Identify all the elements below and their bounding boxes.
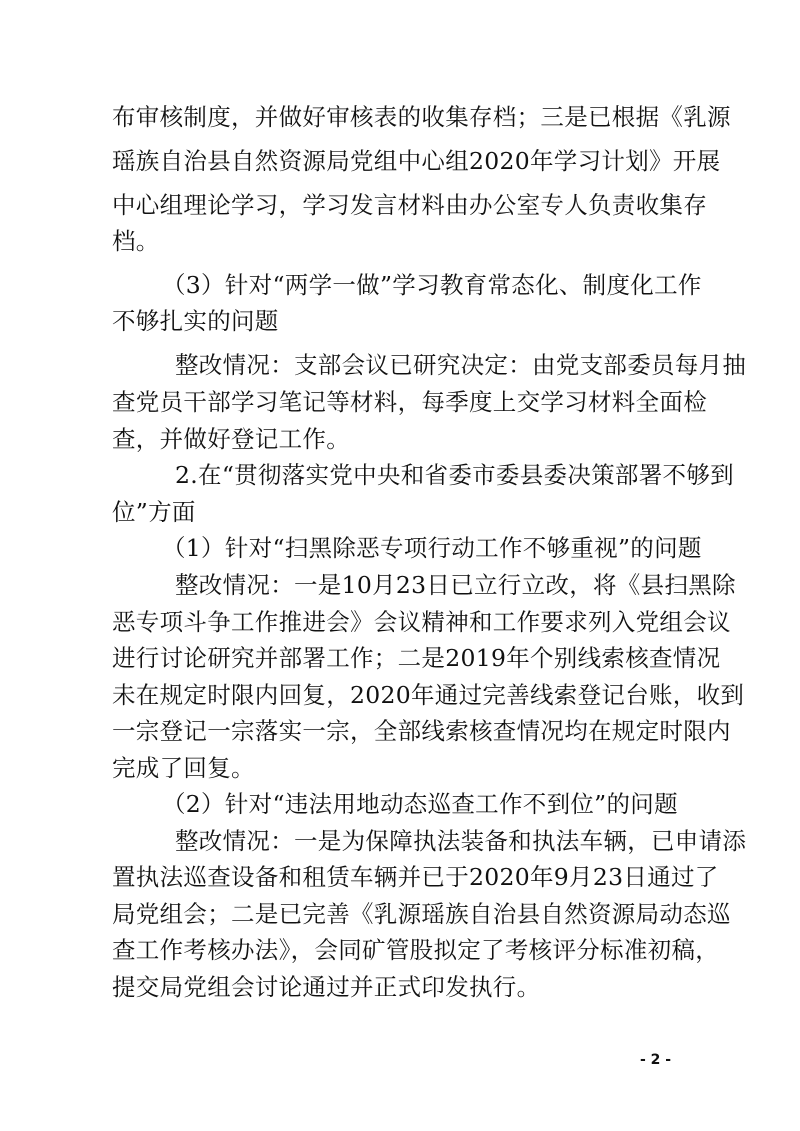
- body-line: 布审核制度，并做好审核表的收集存档；三是已根据《乳源: [112, 103, 731, 131]
- section-heading-line: （3）针对“两学一做”学习教育常态化、制度化工作: [162, 271, 702, 299]
- body-line: 查工作考核办法》，会同矿管股拟定了考核评分标准初稿，: [112, 936, 720, 964]
- section-heading-line: 不够扎实的问题: [112, 307, 279, 335]
- body-line: 整改情况：支部会议已研究决定：由党支部委员每月抽: [175, 351, 747, 379]
- body-line: 置执法巡查设备和租赁车辆并已于2020年9月23日通过了: [112, 863, 719, 891]
- body-line: 恶专项斗争工作推进会》会议精神和工作要求列入党组会议: [112, 608, 731, 636]
- body-line: 提交局党组会讨论通过并正式印发执行。: [112, 973, 541, 1001]
- body-line: 档。: [112, 227, 160, 255]
- body-line: 进行讨论研究并部署工作；二是2019年个别线索核查情况: [112, 644, 721, 672]
- body-line: 查党员干部学习笔记等材料，每季度上交学习材料全面检: [112, 388, 707, 416]
- body-line: 一宗登记一宗落实一宗，全部线索核查情况均在规定时限内: [112, 717, 731, 745]
- body-line: 查，并做好登记工作。: [112, 425, 350, 453]
- body-line: 整改情况：一是10月23日已立行立改，将《县扫黑除: [175, 571, 736, 599]
- section-heading-line: 位”方面: [112, 498, 196, 526]
- section-heading-line: （1）针对“扫黑除恶专项行动工作不够重视”的问题: [162, 534, 702, 562]
- body-line: 瑶族自治县自然资源局党组中心组2020年学习计划》开展: [112, 147, 721, 175]
- body-line: 整改情况：一是为保障执法装备和执法车辆，已申请添: [175, 827, 747, 855]
- body-line: 中心组理论学习，学习发言材料由办公室专人负责收集存: [112, 191, 707, 219]
- section-heading-line: （2）针对“违法用地动态巡查工作不到位”的问题: [162, 790, 678, 818]
- page-number: - 2 -: [640, 1052, 672, 1068]
- section-heading-line: 2.在“贯彻落实党中央和省委市委县委决策部署不够到: [175, 461, 734, 489]
- body-line: 未在规定时限内回复，2020年通过完善线索登记台账，收到: [112, 681, 745, 709]
- body-line: 局党组会；二是已完善《乳源瑶族自治县自然资源局动态巡: [112, 900, 731, 928]
- body-line: 完成了回复。: [112, 754, 255, 782]
